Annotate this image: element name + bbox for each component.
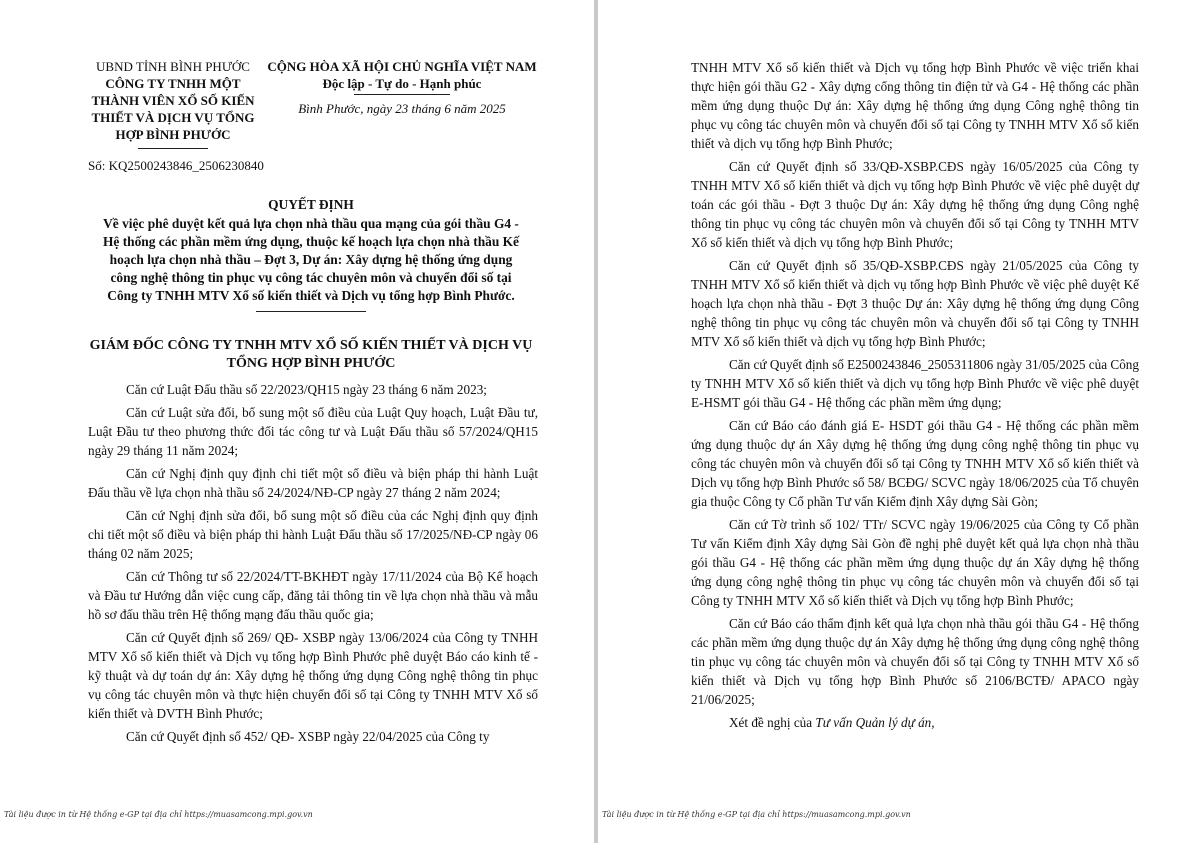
legal-basis-paragraph: Căn cứ Báo cáo đánh giá E- HSDT gói thầu G4 - Hệ thống các phần mềm ứng dụng thuộc dự án Xây dựng hệ thống ứng dụng công nghệ thông tin phục vụ công tác chuyên môn và chuyển đổi số tại Công ty TNHH MTV Xổ số kiến thiết và Dịch vụ tổng hợp Bình Phước số 58/ BCĐG/ SCVC ngày 18/06/2025 của Tổ chuyên gia thuộc Công ty Cổ phần Tư vấn Kiểm định Xây dựng Sài Gòn; <box>691 418 1139 509</box>
page-footer: Tài liệu được in từ Hệ thống e-GP tại địa chỉ https://muasamcong.mpi.gov.vn <box>4 810 313 819</box>
company-name-line: CÔNG TY TNHH MỘT <box>105 76 241 91</box>
divider <box>354 94 450 95</box>
legal-basis-paragraph: Căn cứ Nghị định sửa đổi, bổ sung một số điều của các Nghị định quy định chi tiết một số điều và biện pháp thi hành Luật Đấu thầu số 17/2025/NĐ-CP ngày 06 tháng 02 năm 2025; <box>88 508 538 561</box>
legal-basis-paragraph: Căn cứ Nghị định quy định chi tiết một số điều và biện pháp thi hành Luật Đấu thầu về lựa chọn nhà thầu số 24/2024/NĐ-CP ngày 27 tháng 2 năm 2024; <box>88 466 538 500</box>
document-number: Số: KQ2500243846_2506230840 <box>88 158 264 173</box>
document-page-right <box>598 0 1200 843</box>
legal-basis-paragraph: Căn cứ Quyết định số 452/ QĐ- XSBP ngày 22/04/2025 của Công ty <box>126 729 490 744</box>
decision-title: QUYẾT ĐỊNH <box>268 197 354 212</box>
subject-line: Về việc phê duyệt kết quả lựa chọn nhà thầu qua mạng của gói thầu G4 - <box>103 216 519 231</box>
subject-line: hoạch lựa chọn nhà thầu – Đợt 3, Dự án: Xây dựng hệ thống ứng dụng <box>109 252 513 267</box>
agency-name: UBND TỈNH BÌNH PHƯỚC <box>96 59 250 74</box>
company-name-line: HỢP BÌNH PHƯỚC <box>115 127 231 142</box>
legal-basis-paragraph: Căn cứ Tờ trình số 102/ TTr/ SCVC ngày 19/06/2025 của Công ty Cổ phần Tư vấn Kiểm định Xây dựng Sài Gòn đề nghị phê duyệt kết quả lựa chọn nhà thầu gói thầu G4 - Hệ thống các phần mềm ứng dụng thuộc dự án Xây dựng hệ thống ứng dụng công nghệ thông tin phục vụ công tác chuyên môn và chuyển đổi số tại Công ty TNHH MTV Xổ số kiến thiết và Dịch vụ tổng hợp Bình Phước; <box>691 517 1139 608</box>
legal-basis-paragraph: Căn cứ Quyết định số E2500243846_2505311806 ngày 31/05/2025 của Công ty TNHH MTV Xổ số kiến thiết và dịch vụ tổng hợp Bình Phước về việc phê duyệt E-HSMT gói thầu G4 - Hệ thống các phần mềm ứng dụng; <box>691 357 1139 410</box>
page-footer: Tài liệu được in từ Hệ thống e-GP tại địa chỉ https://muasamcong.mpi.gov.vn <box>602 810 911 819</box>
closing-italic: Tư vấn Quản lý dự án, <box>815 715 935 730</box>
subject-line: công nghệ thông tin phục vụ công tác chuyên môn và chuyển đổi số tại <box>110 270 512 285</box>
legal-basis-paragraph: Căn cứ Quyết định số 35/QĐ-XSBP.CĐS ngày 21/05/2025 của Công ty TNHH MTV Xổ số kiến thiết và dịch vụ tổng hợp Bình Phước về việc phê duyệt Kế hoạch lựa chọn nhà thầu - Đợt 3 thuộc Dự án: Xây dựng hệ thống ứng dụng Công nghệ thông tin phục vụ công tác chuyên môn và chuyển đổi số tại Công ty TNHH MTV Xổ số kiến thiết và dịch vụ tổng hợp Bình Phước; <box>691 258 1139 349</box>
document-page-left <box>0 0 594 843</box>
national-header <box>266 58 538 117</box>
company-name-line: THIẾT VÀ DỊCH VỤ TỔNG <box>91 110 255 125</box>
legal-basis-paragraph: TNHH MTV Xổ số kiến thiết và Dịch vụ tổng hợp Bình Phước về việc triển khai thực hiện gói thầu G2 - Xây dựng cổng thông tin điện tử và G4 - Hệ thống các phần mềm ứng dụng thuộc Dự án: Xây dựng hệ thống ứng dụng Công nghệ thông tin phục vụ công tác chuyên môn và chuyển đổi số tại Công ty TNHH MTV Xổ số kiến thiết và dịch vụ tổng hợp Bình Phước; <box>691 60 1139 151</box>
closing-paragraph <box>691 713 1139 732</box>
legal-basis-paragraph: Căn cứ Luật Đấu thầu số 22/2023/QH15 ngày 23 tháng 6 năm 2023; <box>126 382 487 397</box>
issuer-block <box>84 58 262 149</box>
legal-basis-paragraph: Căn cứ Luật sửa đổi, bổ sung một số điều của Luật Quy hoạch, Luật Đầu tư, Luật Đầu tư theo phương thức đối tác công tư và Luật Đấu thầu số 57/2024/QH15 ngày 29 tháng 11 năm 2024; <box>88 405 538 458</box>
decision-title-block <box>84 196 538 312</box>
director-line: GIÁM ĐỐC CÔNG TY TNHH MTV XỔ SỐ KIẾN THIẾT VÀ DỊCH VỤ <box>89 338 533 353</box>
country-name: CỘNG HÒA XÃ HỘI CHỦ NGHĨA VIỆT NAM <box>267 59 537 74</box>
company-name-line: THÀNH VIÊN XỔ SỐ KIẾN <box>91 93 255 108</box>
legal-basis-paragraph: Căn cứ Thông tư số 22/2024/TT-BKHĐT ngày 17/11/2024 của Bộ Kế hoạch và Đầu tư Hướng dẫn việc cung cấp, đăng tải thông tin về lựa chọn nhà thầu và mẫu hồ sơ đấu thầu trên Hệ thống mạng đấu thầu quốc gia; <box>88 569 538 622</box>
subject-line: Công ty TNHH MTV Xổ số kiến thiết và Dịch vụ tổng hợp Bình Phước. <box>107 288 515 303</box>
director-heading <box>84 337 538 373</box>
legal-basis-body <box>88 380 538 750</box>
legal-basis-paragraph: Căn cứ Quyết định số 33/QĐ-XSBP.CĐS ngày 16/05/2025 của Công ty TNHH MTV Xổ số kiến thiết và dịch vụ tổng hợp Bình Phước về việc phê duyệt dự toán các gói thầu - Đợt 3 thuộc Dự án: Xây dựng hệ thống ứng dụng Công nghệ thông tin phục vụ công tác chuyên môn và chuyển đổi số tại Công ty TNHH MTV Xổ số kiến thiết và dịch vụ tổng hợp Bình Phước; <box>691 159 1139 250</box>
issue-date: Bình Phước, ngày 23 tháng 6 năm 2025 <box>298 101 506 116</box>
divider <box>256 311 366 312</box>
legal-basis-paragraph: Căn cứ Báo cáo thẩm định kết quả lựa chọn nhà thầu gói thầu G4 - Hệ thống các phần mềm ứng dụng thuộc dự án Xây dựng hệ thống ứng dụng công nghệ thông tin phục vụ công tác chuyên môn và chuyển đổi số tại Công ty TNHH MTV Xổ số kiến thiết và Dịch vụ tổng hợp Bình Phước số 2106/BCTĐ/ APACO ngày 21/06/2025; <box>691 616 1139 707</box>
closing-prefix: Xét đề nghị của <box>729 715 816 730</box>
director-line: TỔNG HỢP BÌNH PHƯỚC <box>226 356 396 371</box>
legal-basis-paragraph: Căn cứ Quyết định số 269/ QĐ- XSBP ngày 13/06/2024 của Công ty TNHH MTV Xổ số kiến thiết và Dịch vụ tổng hợp Bình Phước phê duyệt Báo cáo kinh tế - kỹ thuật và dự toán dự án: Xây dựng hệ thống ứng dụng Công nghệ thông tin phục vụ công tác chuyên môn và thực hiện chuyển đổi số tại Công ty TNHH MTV Xổ số kiến thiết và DVTH Bình Phước; <box>88 630 538 721</box>
national-motto: Độc lập - Tự do - Hạnh phúc <box>322 76 482 91</box>
subject-line: Hệ thống các phần mềm ứng dụng, thuộc kế hoạch lựa chọn nhà thầu Kế <box>103 234 519 249</box>
divider <box>138 148 208 149</box>
legal-basis-body-continued <box>691 58 1139 736</box>
